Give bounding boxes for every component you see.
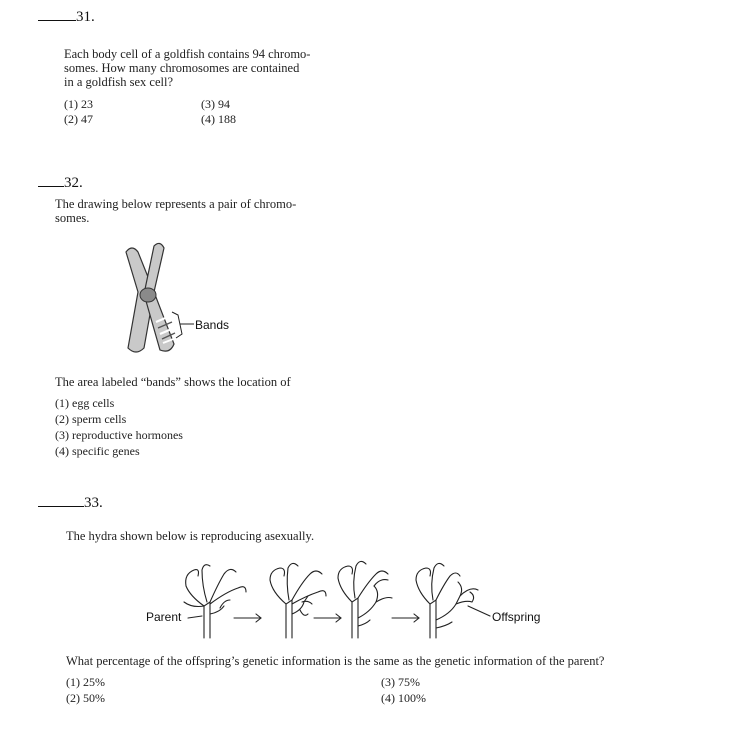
q33-number (38, 492, 103, 512)
q33-number-text: 33. (84, 495, 103, 511)
hydra-stage-3 (338, 561, 392, 638)
q31-number-text: 31. (76, 9, 95, 25)
offspring-label: Offspring (492, 610, 541, 624)
centromere (140, 288, 156, 302)
q33-answer-blank[interactable] (38, 492, 84, 507)
q32-option-1[interactable]: (1) egg cells (55, 396, 115, 410)
q33-option-1[interactable]: (1) 25% (66, 675, 105, 689)
q31-option-3[interactable]: (3) 94 (201, 97, 230, 111)
q31-option-1[interactable]: (1) 23 (64, 97, 93, 111)
hydra-stage-4 (416, 563, 478, 638)
q33-option-3[interactable]: (3) 75% (381, 675, 420, 689)
hydra-diagram (180, 556, 500, 646)
q32-option-2[interactable]: (2) sperm cells (55, 412, 127, 426)
bands-label: Bands (195, 318, 230, 332)
q31-answer-blank[interactable] (38, 6, 76, 21)
q33-question: What percentage of the offspring’s genetic information is the same as the genetic information of the parent? (66, 654, 605, 668)
hydra-stage-1 (184, 565, 246, 638)
q32-option-3[interactable]: (3) reproductive hormones (55, 428, 183, 442)
hydra-stage-2 (270, 563, 326, 638)
q32-option-4[interactable]: (4) specific genes (55, 444, 140, 458)
q31-stem-line-2: somes. How many chromosomes are contained (64, 61, 300, 75)
q33-option-4[interactable]: (4) 100% (381, 691, 426, 705)
parent-label: Parent (146, 610, 182, 624)
q31-stem-line-1: Each body cell of a goldfish contains 94 chromo- (64, 47, 311, 61)
q32-answer-blank[interactable] (38, 172, 64, 187)
q32-number-text: 32. (64, 175, 83, 191)
q32-question: The area labeled “bands” shows the location of (55, 375, 291, 389)
q31-option-2[interactable]: (2) 47 (64, 112, 93, 126)
q31-option-4[interactable]: (4) 188 (201, 112, 236, 126)
q31-number (38, 6, 95, 26)
q33-stem: The hydra shown below is reproducing asexually. (66, 529, 315, 543)
q33-option-2[interactable]: (2) 50% (66, 691, 105, 705)
offspring-leader-line (468, 606, 490, 616)
parent-leader-line (188, 616, 202, 618)
q32-number (38, 172, 83, 192)
q32-stem-line-2: somes. (55, 211, 90, 225)
q31-stem-line-3: in a goldfish sex cell? (64, 75, 173, 89)
chromosome-diagram (118, 240, 248, 360)
q32-stem-line-1: The drawing below represents a pair of chromo- (55, 197, 297, 211)
